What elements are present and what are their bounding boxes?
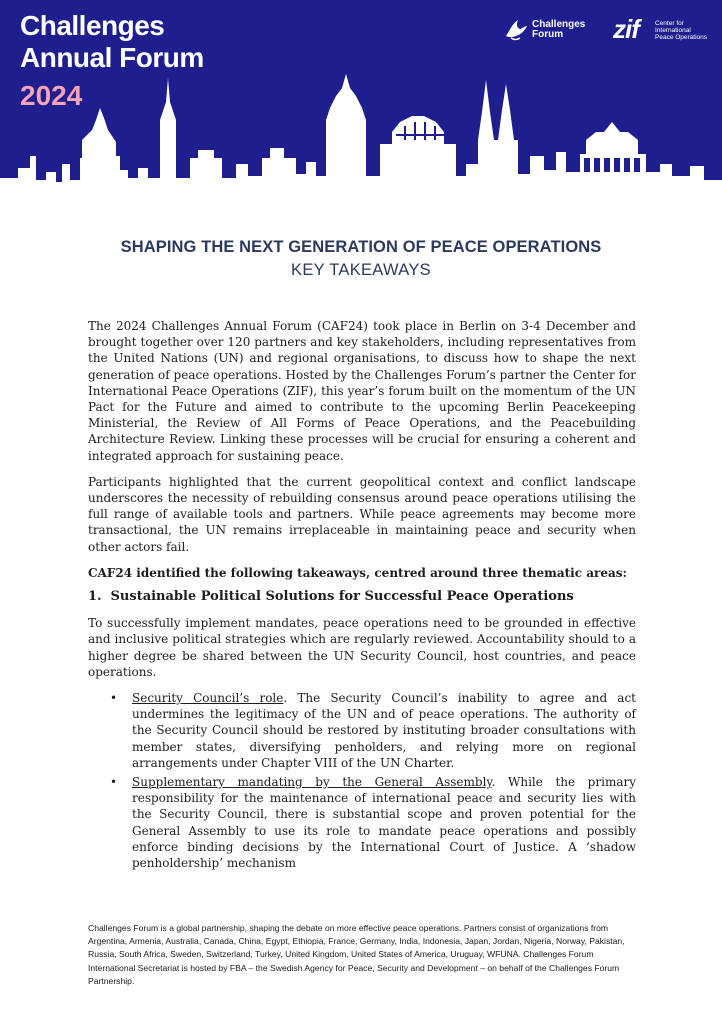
dove-icon [502, 16, 530, 44]
footer-note: Challenges Forum is a global partnership, shaping the debate on more effective peace operations. Partners consist of organizations from Argentina, Armenia, Australia, Canada, China, Egypt, Ethiopia, France, Germany, India, Indonesia, Japan, Jordan, Nigeria, Norway, Pakistan, Russia, South Africa, Sweden, Switzerland, Turkey, United Kingdom, United States of America, Uruguay, WFUNA. Challenges Forum International Secretariat is hosted by FBA – the Swedish Agency for Peace, Security and Development – on behalf of the Challenges Forum Partnership. [88, 923, 625, 986]
bullet-text: . The Security Council’s inability to agree and act undermines the legitimacy of the UN and of peace operations. The authority of the Security Council should be restored by instituting broader consultations with member states, diversifying penholders, and relying more on regional arrangements under Chapter VIII of the UN Charter. [132, 691, 636, 770]
zif-logo-mark: zif [613, 14, 639, 44]
document-subtitle: KEY TAKEAWAYS [291, 261, 431, 279]
list-item [110, 774, 636, 871]
bullet-term: Supplementary mandating by the General Assembly [132, 775, 492, 790]
challenges-forum-logo-text [532, 20, 585, 40]
header-banner [0, 0, 722, 201]
section-heading [88, 589, 636, 605]
section-number: 1. [88, 589, 102, 605]
cf-logo-line2: Forum [532, 29, 564, 40]
forum-year: 2024 [20, 80, 83, 111]
intro-paragraph: The 2024 Challenges Annual Forum (CAF24) took place in Berlin on 3-4 December and brought together over 120 partners and key stakeholders, including representatives from the United Nations (UN) and regional organisations, to discuss how to shape the next generation of peace operations. Hosted by the Challenges Forum’s partner the Center for International Peace Operations (ZIF), this year’s forum built on the momentum of the UN Pact for the Future and aimed to contribute to the upcoming Berlin Peacekeeping Ministerial, the Review of All Forms of Peace Operations, and the Peacebuilding Architecture Review. Linking these processes will be crucial for ensuring a coherent and integrated approach for sustaining peace. [88, 319, 636, 463]
zif-logo-line3: Peace Operations [655, 34, 708, 41]
forum-title-line1: Challenges [20, 10, 165, 41]
forum-title-line2: Annual Forum [20, 42, 204, 73]
section-heading-text: Sustainable Political Solutions for Successful Peace Operations [110, 589, 574, 605]
cf-logo-line1: Challenges [532, 19, 586, 30]
section-paragraph: To successfully implement mandates, peace operations need to be grounded in effective and inclusive political strategies which are regularly reviewed. Accountability should to a higher degree be shared between the UN Security Council, host countries, and peace operations. [88, 616, 636, 679]
document-title: SHAPING THE NEXT GENERATION OF PEACE OPERATIONS [120, 238, 602, 256]
berlin-skyline-illustration [0, 60, 722, 201]
takeaways-intro: CAF24 identified the following takeaways, centred around three thematic areas: [88, 565, 627, 580]
zif-logo-text [655, 20, 707, 41]
bullet-symbol: • [110, 775, 118, 790]
zif-logo-line2: International [655, 27, 691, 34]
bullet-text: . While the primary responsibility for the maintenance of international peace and security lies with the Security Council, there is substantial scope and proven potential for the General Assembly to use its role to mandate peace operations and possibly enforce binding decisions by the International Court of Justice. A ‘shadow penholdership’ mechanism [132, 775, 636, 871]
takeaway-bullet-list [88, 690, 636, 871]
zif-logo-line1: Center for [655, 20, 684, 27]
challenges-forum-logo [502, 16, 592, 44]
bullet-term: Security Council’s role [132, 691, 284, 706]
document-body [88, 318, 636, 874]
bullet-symbol: • [110, 691, 118, 706]
list-item [110, 690, 636, 771]
zif-logo [613, 14, 713, 48]
context-paragraph: Participants highlighted that the current geopolitical context and conflict landscape underscores the necessity of rebuilding consensus around peace operations utilising the full range of available tools and partners. While peace agreements may become more transactional, the UN remains irreplaceable in maintaining peace and security when other actors fail. [88, 474, 636, 554]
